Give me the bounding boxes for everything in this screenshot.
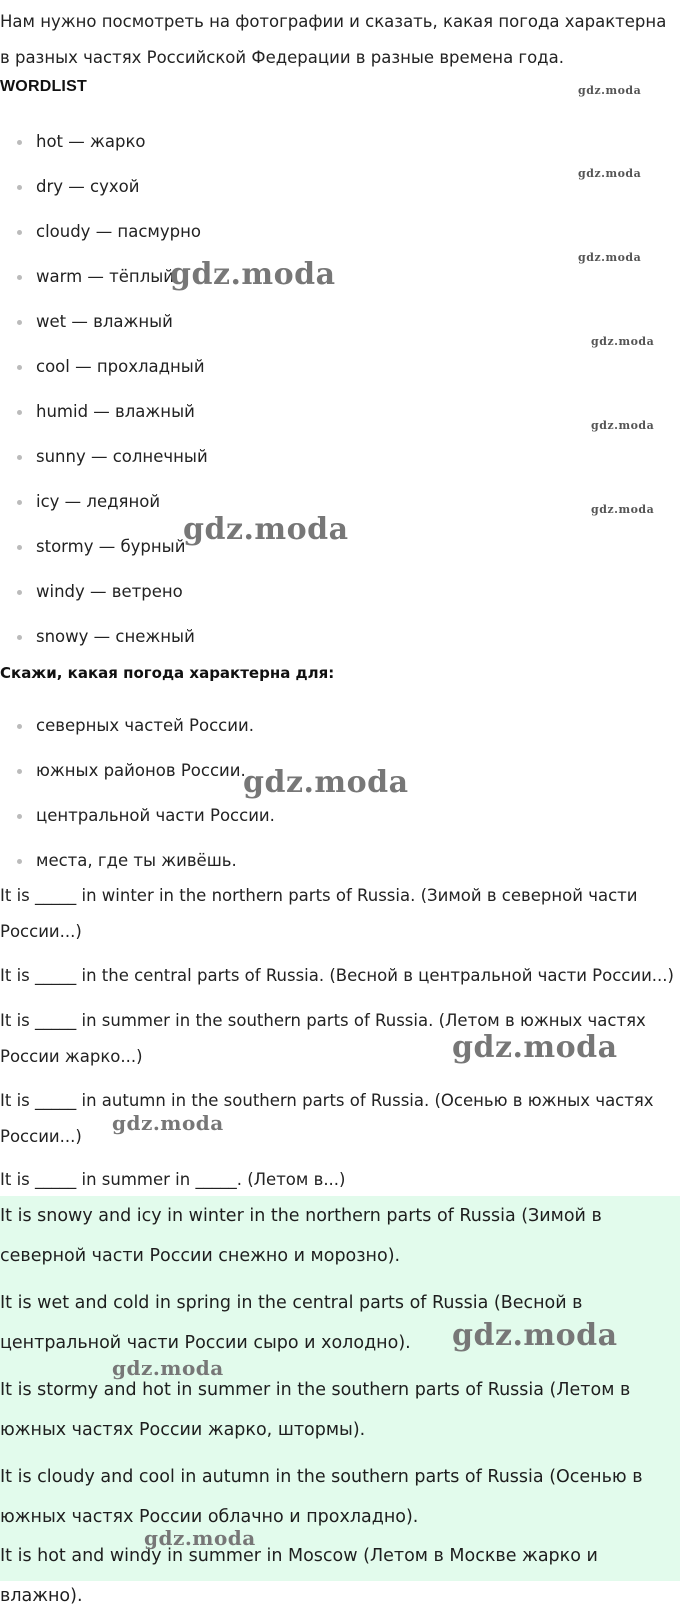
list-item: места, где ты живёшь. [0, 850, 275, 895]
answer-line: It is stormy and hot in summer in the southern parts of Russia (Летом в южных частях России жарко, штормы). [0, 1380, 631, 1440]
answer-line: It is wet and cold in spring in the central parts of Russia (Весной в центральной части России сыро и холодно). [0, 1293, 583, 1353]
list-item: snowy — снежный [0, 626, 208, 671]
list-item: cloudy — пасмурно [0, 221, 208, 266]
task-list [0, 715, 275, 895]
list-item: warm — тёплый [0, 266, 208, 311]
answers-block [0, 1196, 680, 1606]
list-item: icy — ледяной [0, 491, 208, 536]
list-item: wet — влажный [0, 311, 208, 356]
answer-line: It is cloudy and cool in autumn in the southern parts of Russia (Осенью в южных частях России облачно и прохладно). [0, 1467, 643, 1527]
watermark: gdz.moda [183, 512, 349, 547]
watermark: gdz.moda [170, 257, 336, 292]
answer-line: It is hot and windy in summer in Moscow (Летом в Москве жарко и влажно). [0, 1546, 598, 1606]
watermark: gdz.moda [243, 765, 409, 800]
wordlist [0, 131, 208, 671]
list-item: cool — прохладный [0, 356, 208, 401]
exercise-line: It is _____ in summer in the southern parts of Russia. (Летом в южных частях России жарко...) [0, 1011, 646, 1066]
watermark: gdz.moda [452, 1030, 618, 1065]
watermark: gdz.moda [591, 335, 655, 348]
list-item: windy — ветрено [0, 581, 208, 626]
exercise-line: It is _____ in summer in _____. (Летом в...) [0, 1170, 346, 1189]
exercise-line: It is _____ in autumn in the southern parts of Russia. (Осенью в южных частях России...) [0, 1091, 654, 1146]
watermark: gdz.moda [578, 84, 642, 97]
answer-line: It is snowy and icy in winter in the northern parts of Russia (Зимой в северной части России снежно и морозно). [0, 1206, 602, 1266]
list-item: stormy — бурный [0, 536, 208, 581]
watermark: gdz.moda [112, 1356, 224, 1380]
exercise-line: It is _____ in winter in the northern parts of Russia. (Зимой в северной части России...) [0, 886, 638, 941]
list-item: hot — жарко [0, 131, 208, 176]
watermark: gdz.moda [452, 1318, 618, 1353]
watermark: gdz.moda [578, 251, 642, 264]
watermark: gdz.moda [578, 167, 642, 180]
wordlist-heading: WORDLIST [0, 78, 87, 95]
intro-text: Нам нужно посмотреть на фотографии и сказать, какая погода характерна в разных частях Российской Федерации в разные времена года. [0, 12, 667, 67]
watermark: gdz.moda [112, 1111, 224, 1135]
list-item: sunny — солнечный [0, 446, 208, 491]
task-heading: Скажи, какая погода характерна для: [0, 664, 335, 682]
list-item: южных районов России. [0, 760, 275, 805]
list-item: dry — сухой [0, 176, 208, 221]
list-item: humid — влажный [0, 401, 208, 446]
watermark: gdz.moda [591, 503, 655, 516]
watermark: gdz.moda [591, 419, 655, 432]
watermark: gdz.moda [144, 1526, 256, 1550]
list-item: северных частей России. [0, 715, 275, 760]
exercise-line: It is _____ in the central parts of Russia. (Весной в центральной части России...) [0, 966, 674, 985]
list-item: центральной части России. [0, 805, 275, 850]
